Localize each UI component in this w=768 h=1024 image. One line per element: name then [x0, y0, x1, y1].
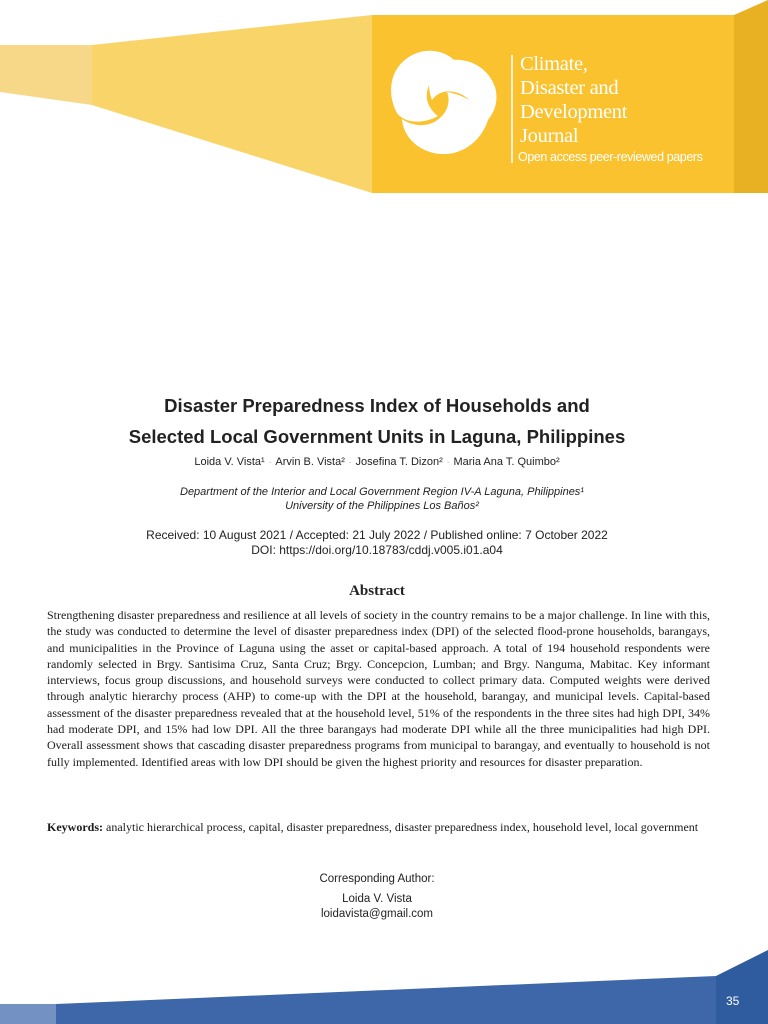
corresponding-name: Loida V. Vista	[342, 893, 412, 905]
affiliation-line: Department of the Interior and Local Government Region IV-A Laguna, Philippines¹	[180, 486, 584, 498]
journal-title-line: Development	[520, 101, 628, 123]
publication-info	[0, 528, 754, 558]
author-separator: ·	[348, 458, 352, 467]
paper-title-line: Selected Local Government Units in Laguna, Philippines	[128, 426, 626, 447]
abstract-heading: Abstract	[349, 583, 405, 599]
doi-link[interactable]: DOI: https://doi.org/10.18783/cddj.v005.i01.a04	[251, 543, 503, 557]
journal-subtitle: Open access peer-reviewed papers	[518, 150, 703, 164]
author-name: Loida V. Vista¹	[194, 456, 265, 468]
journal-title-line: Journal	[520, 125, 579, 147]
journal-title	[520, 52, 760, 148]
keywords-text: analytic hierarchical process, capital, disaster preparedness, disaster preparedness index, household level, local government	[106, 820, 699, 834]
author-name: Maria Ana T. Quimbo²	[453, 456, 560, 468]
paper-title	[0, 390, 754, 452]
author-separator: ·	[446, 458, 450, 467]
keywords	[47, 819, 710, 835]
abstract-text: Strengthening disaster preparedness and resilience at all levels of society in the country remains to be a major challenge. In line with this, the study was conducted to determine the level of disaster preparedness index (DPI) of the selected flood-prone households, barangays, and municipalities in the Province of Laguna using the asset or capital-based approach. A total of 194 household respondents were randomly selected in Brgy. Santisima Cruz, Santa Cruz; Brgy. Concepcion, Lumban; and Brgy. Nanguma, Mabitac. Key informant interviews, focus group discussions, and household surveys were conducted to collect primary data. Computed weights were derived through analytic hierarchy process (AHP) to come-up with the DPI at the household, barangay, and municipal levels. Capital-based assessment of the disaster preparedness revealed that at the household level, 51% of the respondents in the three sites had high DPI, 34% had moderate DPI, and 15% had low DPI. All the three barangays had moderate DPI while all the three municipalities had high DPI. Overall assessment shows that cascading disaster preparedness programs from municipal to barangay, and eventually to household is not fully implemented. Identified areas with low DPI should be given the highest priority and resources for disaster preparation.	[47, 608, 710, 769]
affiliations	[0, 485, 764, 513]
affiliation-line: University of the Philippines Los Baños²	[285, 500, 479, 512]
corresponding-label: Corresponding Author:	[319, 873, 435, 885]
author-separator: ·	[268, 458, 272, 467]
corresponding-email[interactable]: loidavista@gmail.com	[320, 908, 434, 920]
publication-dates: Received: 10 August 2021 / Accepted: 21 July 2022 / Published online: 7 October 2022	[146, 528, 608, 542]
author-name: Arvin B. Vista²	[275, 456, 345, 468]
banner-ribbon	[92, 15, 372, 193]
paper-title-line: Disaster Preparedness Index of Households and	[164, 395, 590, 416]
journal-title-line: Climate,	[520, 53, 588, 75]
footer-ribbon	[56, 976, 716, 1024]
footer-banner	[0, 940, 768, 1024]
banner-left-tab	[0, 45, 92, 105]
author-list	[0, 456, 754, 468]
author-name: Josefina T. Dizon²	[355, 456, 443, 468]
journal-title-line: Disaster and	[520, 77, 619, 99]
page-number: 35	[726, 994, 740, 1008]
keywords-label: Keywords:	[47, 820, 103, 834]
footer-left-tab	[0, 1004, 56, 1024]
corresponding-author	[0, 872, 754, 922]
footer-page-block	[716, 950, 768, 1024]
